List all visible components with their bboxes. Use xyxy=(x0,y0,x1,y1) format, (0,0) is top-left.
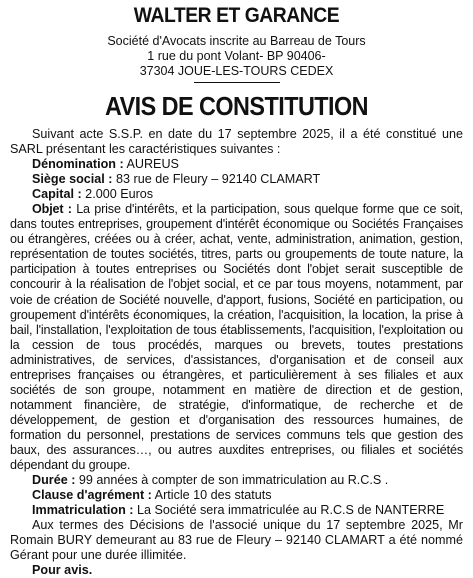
siege-label: Siège social : xyxy=(32,172,113,187)
denomination-value: AUREUS xyxy=(123,157,179,172)
duree-line xyxy=(10,473,463,488)
firm-city: 37304 JOUE-LES-TOURS CEDEX xyxy=(139,64,334,78)
immatriculation-label: Immatriculation : xyxy=(32,503,134,518)
intro-paragraph: Suivant acte S.S.P. en date du 17 septembre 2025, il a été constitué une SARL présentant les caractéristiques suivantes : xyxy=(10,127,463,157)
closing-line: Pour avis. xyxy=(32,563,93,578)
siege-line xyxy=(10,172,463,187)
notice-body xyxy=(10,127,463,578)
clause-line xyxy=(10,488,463,503)
firm-description: Société d'Avocats inscrite au Barreau de Tours xyxy=(107,34,366,48)
capital-value: 2.000 Euros xyxy=(81,187,154,202)
denomination-line xyxy=(10,157,463,172)
objet-label: Objet : xyxy=(32,202,72,217)
objet-value: La prise d'intérêts, et la participation, sous quelque forme que ce soit, dans toutes entreprises, groupement d'intérêt économique ou Sociétés Françaises ou étrangères, créées ou à créer, achat, vente, administration, animation, gestion, représentation de toutes sociétés, titres, parts ou groupements de toute nature, la participation à toutes entreprises ou Sociétés dont l'objet serait susceptible de concourir à la réalisation de l'objet social, et ce par tous moyens, notamment, par voie de création de Société nouvelle, d'apport, fusions, Société en participation, ou groupement d'intérêts économiques, la création, l'acquisition, la location, la prise à bail, l'installation, l'exploitation de tous établissements, l'acquisition, l'exploitation ou la cession de tous procédés, marques ou brevets, toutes prestations administratives, de services, d'assistances, d'organisation et de conseil aux entreprises françaises ou étrangères, et particulièrement à ses filiales et aux sociétés de son groupe, notamment en matière de direction et de gestion, notamment financière, de stratégie, d'informatique, de recherche et de développement, de gestion et d'organisation des ressources humaines, de formation du personnel, prestations de services communs tels que gestion des baux, des assurances…, ou autres auxdites entreprises, ou filiales et sociétés dépendant du groupe. xyxy=(10,202,463,473)
firm-address-block xyxy=(10,34,463,79)
gerant-paragraph: Aux termes des Décisions de l'associé unique du 17 septembre 2025, Mr Romain BURY demeurant au 83 rue de Fleury – 92140 CLAMART a été nommé Gérant pour une durée illimitée. xyxy=(10,518,463,563)
duree-label: Durée : xyxy=(32,473,76,488)
immatriculation-line xyxy=(10,503,463,518)
denomination-label: Dénomination : xyxy=(32,157,124,172)
objet-paragraph xyxy=(10,202,463,473)
duree-value: 99 années à compter de son immatriculation au R.C.S . xyxy=(75,473,389,488)
clause-value: Article 10 des statuts xyxy=(151,488,272,503)
notice-title: AVIS DE CONSTITUTION xyxy=(104,91,369,121)
immatriculation-value: La Société sera immatriculée au R.C.S de NANTERRE xyxy=(133,503,445,518)
firm-street: 1 rue du pont Volant- BP 90406- xyxy=(147,49,326,63)
firm-name: WALTER ET GARANCE xyxy=(133,4,340,27)
header-divider xyxy=(194,82,280,83)
clause-label: Clause d'agrément : xyxy=(32,488,152,503)
capital-label: Capital : xyxy=(32,187,82,202)
siege-value: 83 rue de Fleury – 92140 CLAMART xyxy=(112,172,321,187)
capital-line xyxy=(10,187,463,202)
